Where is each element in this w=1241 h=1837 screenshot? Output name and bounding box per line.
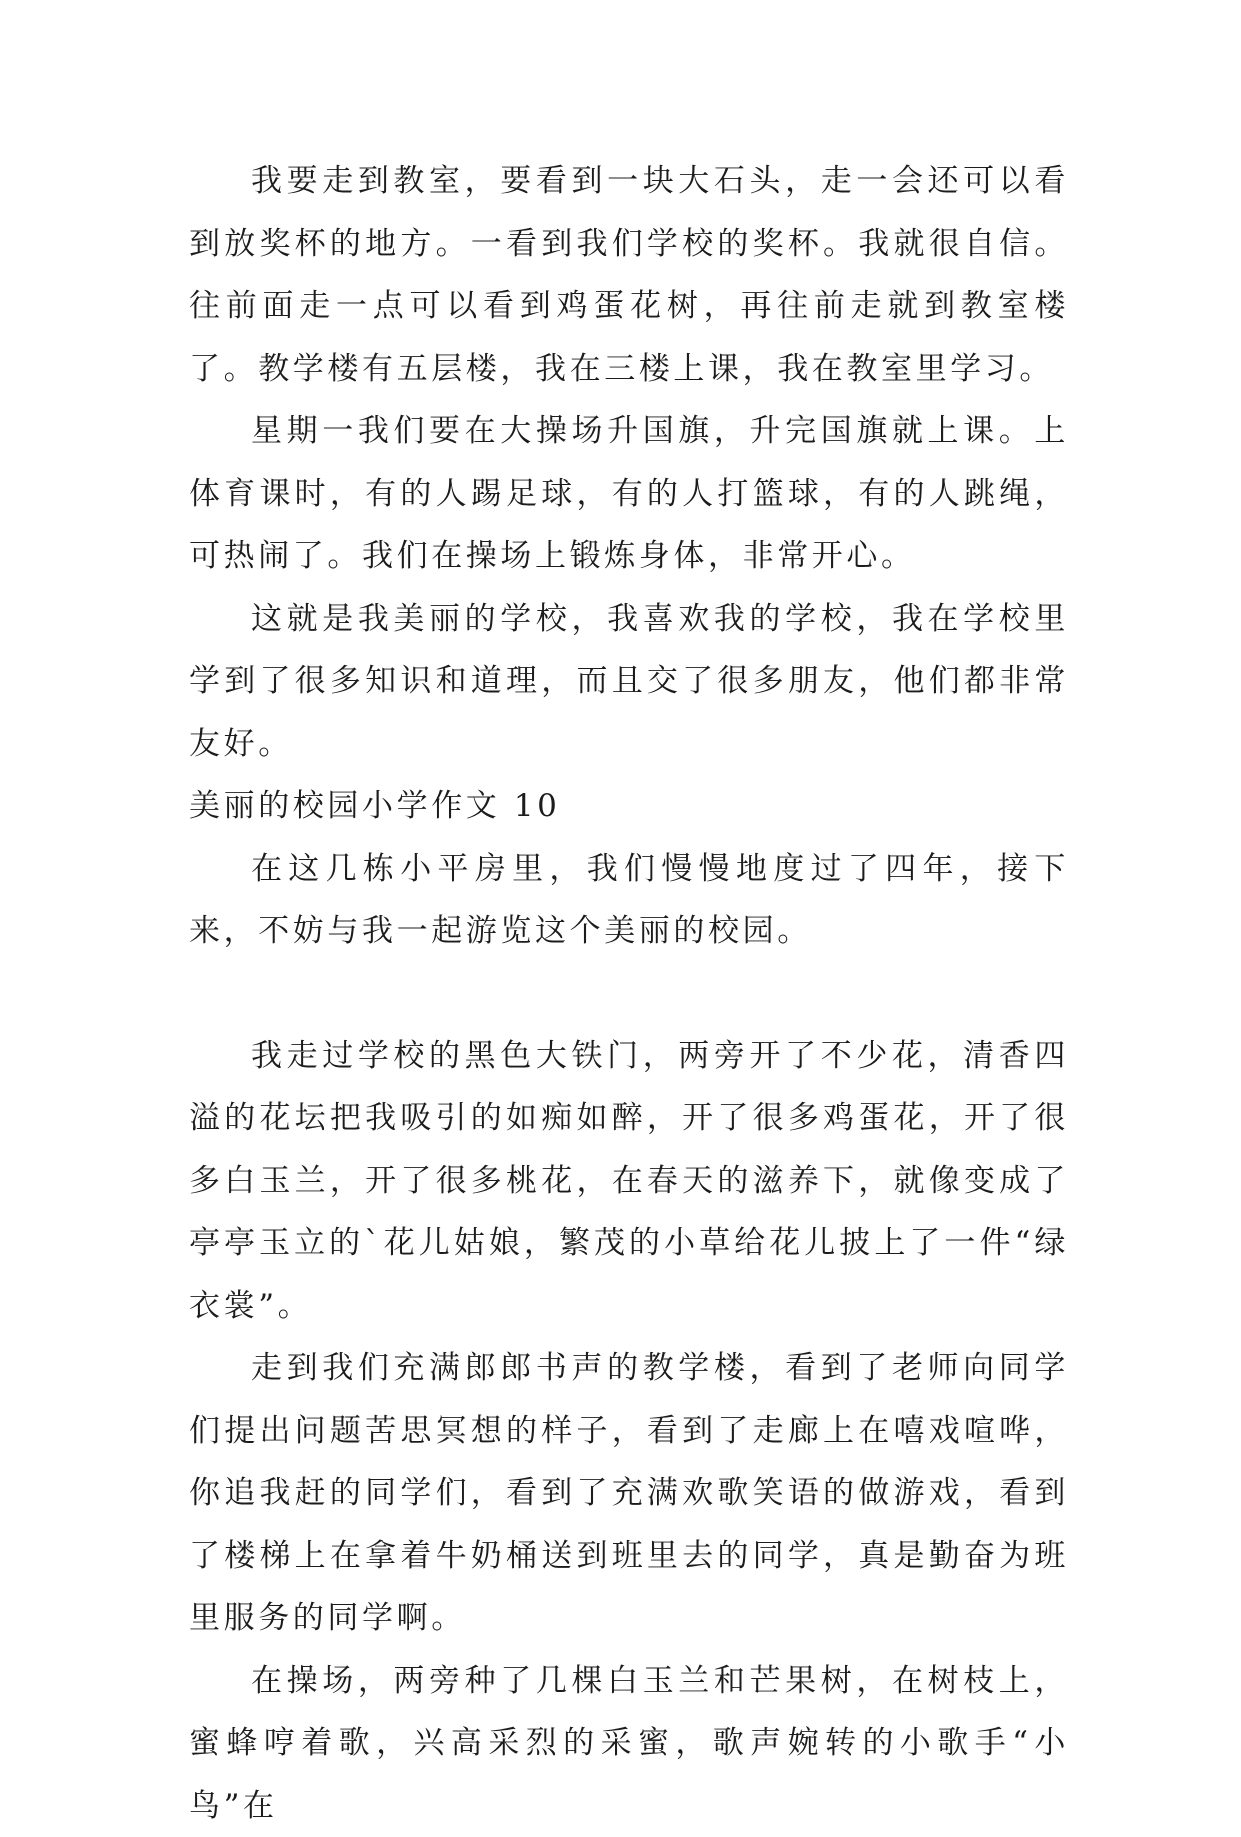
paragraph-playground: 在操场，两旁种了几棵白玉兰和芒果树，在树枝上，蜜蜂哼着歌，兴高采烈的采蜜，歌声婉转的小歌手“小鸟”在 [189, 1650, 1069, 1837]
paragraph-teaching-building: 走到我们充满郎郎书声的教学楼，看到了老师向同学们提出问题苦思冥想的样子，看到了走廊上在嘻戏喧哗，你追我赶的同学们，看到了充满欢歌笑语的做游戏，看到了楼梯上在拿着牛奶桶送到班里去的同学，真是勤奋为班里服务的同学啊。 [189, 1337, 1069, 1650]
paragraph-four-years: 在这几栋小平房里，我们慢慢地度过了四年，接下来，不妨与我一起游览这个美丽的校园。 [189, 838, 1069, 963]
blank-line [189, 963, 1069, 1025]
essay-body [189, 150, 1069, 1837]
paragraph-iron-gate: 我走过学校的黑色大铁门，两旁开了不少花，清香四溢的花坛把我吸引的如痴如醉，开了很多鸡蛋花，开了很多白玉兰，开了很多桃花，在春天的滋养下，就像变成了亭亭玉立的`花儿姑娘，繁茂的小草给花儿披上了一件“绿衣裳”。 [189, 1025, 1069, 1338]
essay-heading: 美丽的校园小学作文 10 [189, 775, 1069, 838]
paragraph-walk-to-classroom: 我要走到教室，要看到一块大石头，走一会还可以看到放奖杯的地方。一看到我们学校的奖杯。我就很自信。往前面走一点可以看到鸡蛋花树，再往前走就到教室楼了。教学楼有五层楼，我在三楼上课，我在教室里学习。 [189, 150, 1069, 400]
paragraph-monday-flag: 星期一我们要在大操场升国旗，升完国旗就上课。上体育课时，有的人踢足球，有的人打篮球，有的人跳绳，可热闹了。我们在操场上锻炼身体，非常开心。 [189, 400, 1069, 588]
paragraph-love-school: 这就是我美丽的学校，我喜欢我的学校，我在学校里学到了很多知识和道理，而且交了很多朋友，他们都非常友好。 [189, 588, 1069, 776]
